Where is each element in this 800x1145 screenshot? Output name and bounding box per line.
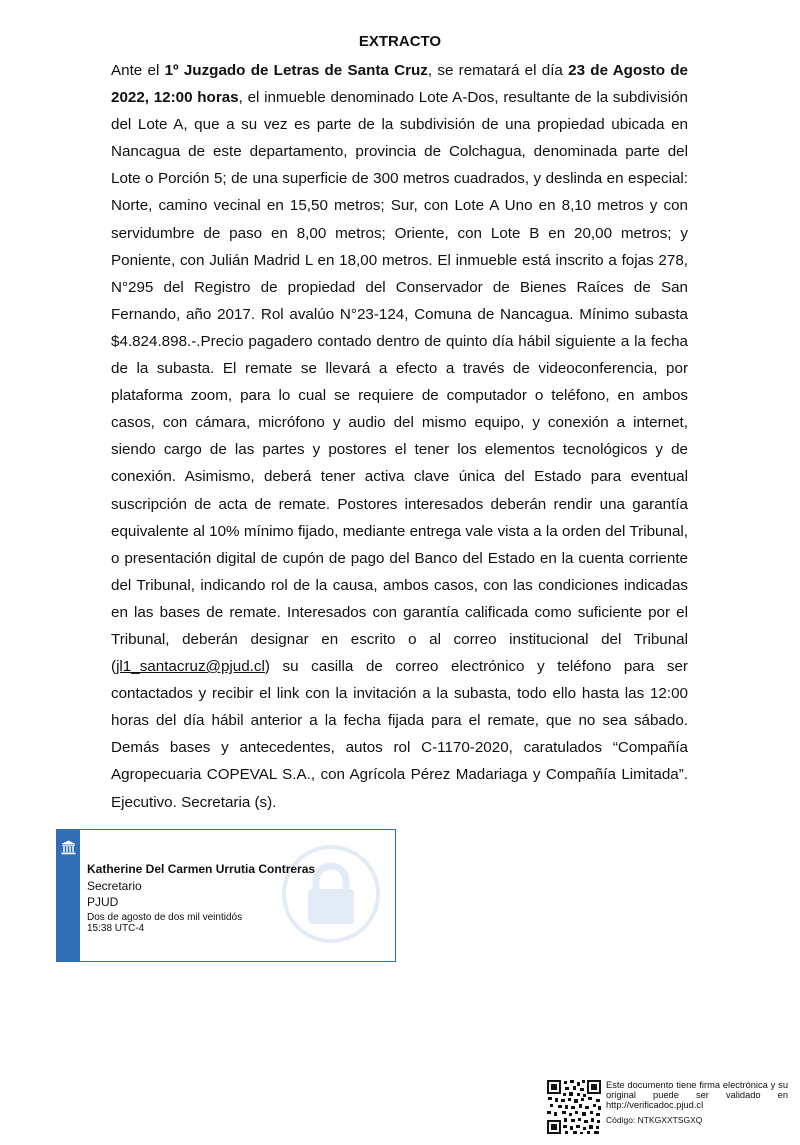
document-title: EXTRACTO: [358, 33, 442, 50]
verification-text: Este documento tiene firma electrónica y su original puede ser validado en http://verificadoc.pjud.cl: [606, 1080, 788, 1110]
court-email-link[interactable]: jl1_santacruz@pjud.cl: [116, 658, 265, 676]
body-text-1: Ante el: [111, 62, 165, 79]
body-text-2: , se rematará el día: [427, 62, 569, 79]
body-text-4: ) su casilla de correo electrónico y teléfono para ser contactados y recibir el link con la invitación a la subasta, todo ello hasta las 12:00 horas del día hábil anterior a la fecha fijada para el remate, que no sea sábado. Demás bases y antecedentes, autos rol C-1170-2020, caratulados “Compañía Agropecuaria COPEVAL S.A., con Agrícola Pérez Madariaga y Compañía Limitada”. Ejecutivo. Secretaria (s).: [111, 658, 688, 811]
verification-code: Código: NTKGXXTSGXQ: [606, 1115, 703, 1125]
extract-body: [111, 57, 688, 816]
court-name: 1º Juzgado de Letras de Santa Cruz: [164, 62, 428, 79]
lock-icon: [281, 844, 381, 944]
signer-name: Katherine Del Carmen Urrutia Contreras: [87, 862, 316, 876]
verification-notice: [606, 1080, 788, 1125]
signature-time: 15:38 UTC-4: [87, 923, 145, 934]
signature-timestamp: [87, 912, 242, 934]
signature-side-bar: [57, 830, 80, 961]
auction-date: 23 de Agosto de 2022, 12:00 horas: [111, 62, 688, 107]
electronic-signature-card: [56, 829, 396, 962]
courthouse-icon: [61, 840, 76, 855]
signature-date: Dos de agosto de dos mil veintidós: [87, 912, 243, 923]
body-text-3: , el inmueble denominado Lote A-Dos, resultante de la subdivisión del Lote A, que a su vez es parte de la subdivisión de una propiedad ubicada en Nancagua de este departamento, provincia de Colchagua, denominada parte del Lote o Porción 5; de una superficie de 300 metros cuadrados, y deslinda en especial: Norte, camino vecinal en 15,50 metros; Sur, con Lote A Uno en 8,10 metros y con servidumbre de paso en 8,00 metros; Oriente, con Lote B en 20,00 metros; y Poniente, con Julián Madrid L en 18,00 metros. El inmueble está inscrito a fojas 278, N°295 del Registro de propiedad del Conservador de Bienes Raíces de San Fernando, año 2017. Rol avalúo N°23-124, Comuna de Nancagua. Mínimo subasta $4.824.898.-.Precio pagadero contado dentro de quinto día hábil siguiente a la fecha de la subasta. El remate se llevará a efecto a través de videoconferencia, por plataforma zoom, para lo cual se requiere de computador o teléfono, en ambos casos, con cámara, micrófono y audio del mismo equipo, y conexión a internet, siendo cargo de las partes y postores el tener los elementos tecnológicos y de conexión. Asimismo, deberá tener activa clave única del Estado para eventual suscripción de acta de remate. Postores interesados deberán rendir una garantía equivalente al 10% mínimo fijado, mediante entrega vale vista a la orden del Tribunal, o presentación digital de cupón de pago del Banco del Estado en la cuenta corriente del Tribunal, indicando rol de la causa, ambos casos, con las condiciones indicadas en las bases de remate. Interesados con garantía calificada como suficiente por el Tribunal, deberán designar en escrito o al correo institucional del Tribunal (: [111, 89, 688, 676]
signer-role: Secretario: [87, 879, 142, 893]
signer-organization: PJUD: [87, 895, 119, 909]
qr-code-icon: [546, 1079, 602, 1135]
